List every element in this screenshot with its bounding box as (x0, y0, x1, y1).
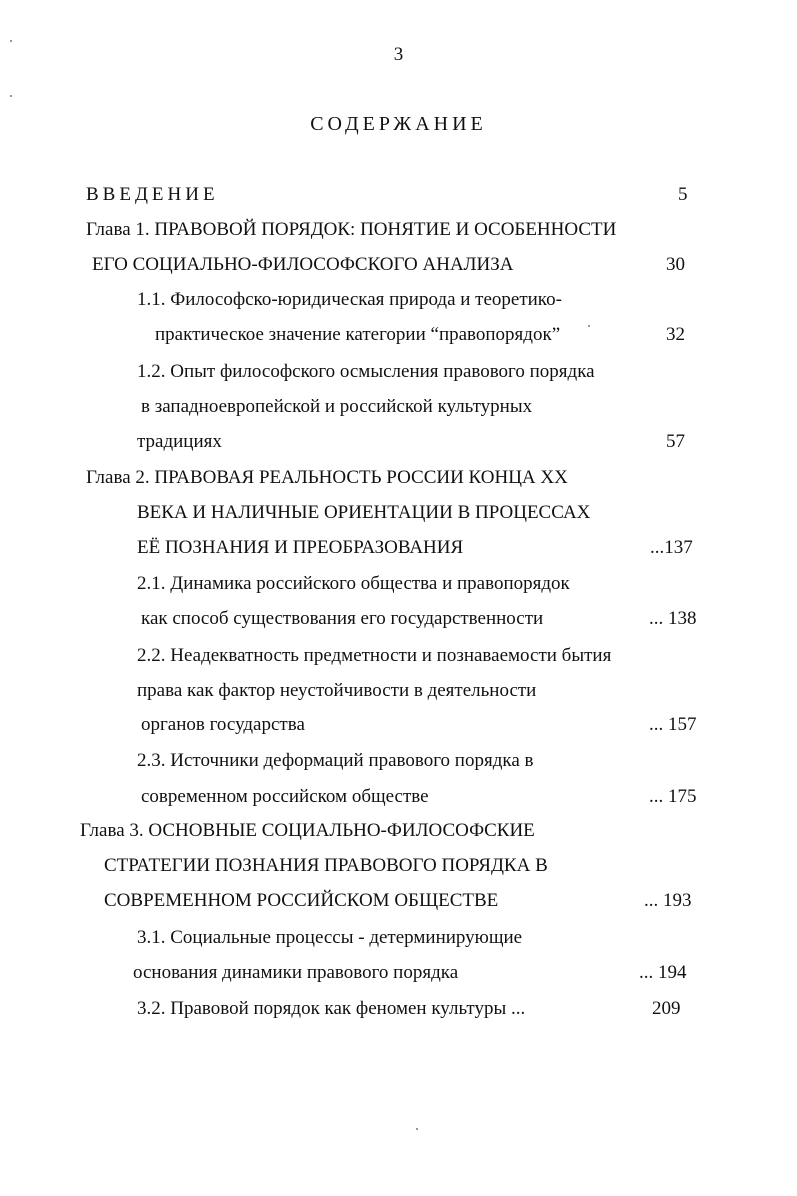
toc-chapter-2-page: ...137 (650, 537, 693, 558)
toc-section-2-2-line-3: органов государства (141, 714, 305, 735)
toc-intro-page: 5 (678, 184, 688, 205)
toc-chapter-2-line-1: Глава 2. ПРАВОВАЯ РЕАЛЬНОСТЬ РОССИИ КОНЦА XX (86, 467, 568, 488)
toc-chapter-2-line-2: ВЕКА И НАЛИЧНЫЕ ОРИЕНТАЦИИ В ПРОЦЕССАХ (137, 502, 591, 523)
toc-section-2-2-line-1: 2.2. Неадекватность предметности и познаваемости бытия (137, 645, 612, 666)
scan-speck (10, 40, 12, 42)
toc-section-1-1-line-2: практическое значение категории “правопорядок” (155, 324, 561, 345)
toc-intro-label: ВВЕДЕНИЕ (86, 184, 219, 205)
toc-section-2-3-line-1: 2.3. Источники деформаций правового порядка в (137, 750, 534, 771)
toc-section-3-2-page: 209 (652, 998, 681, 1019)
toc-chapter-3-line-1: Глава 3. ОСНОВНЫЕ СОЦИАЛЬНО-ФИЛОСОФСКИЕ (80, 820, 535, 841)
toc-section-2-3-line-2: современном российском обществе (141, 786, 429, 807)
toc-section-1-2-line-1: 1.2. Опыт философского осмысления правового порядка (137, 361, 595, 382)
toc-section-1-1-page: 32 (666, 324, 685, 345)
page-number: 3 (393, 44, 404, 65)
toc-chapter-1-line-2: ЕГО СОЦИАЛЬНО-ФИЛОСОФСКОГО АНАЛИЗА (92, 254, 514, 275)
toc-section-2-3-page: ... 175 (649, 786, 697, 807)
toc-section-1-2-line-3: традициях (137, 431, 222, 452)
toc-chapter-3-page: ... 193 (644, 890, 692, 911)
toc-section-1-1-line-1: 1.1. Философско-юридическая природа и теоретико- (137, 289, 562, 310)
toc-section-3-1-line-2: основания динамики правового порядка (133, 962, 459, 983)
toc-chapter-3-line-3: СОВРЕМЕННОМ РОССИЙСКОМ ОБЩЕСТВЕ (104, 890, 499, 911)
toc-section-1-2-line-2: в западноевропейской и российской культурных (141, 396, 533, 417)
toc-section-3-1-line-1: 3.1. Социальные процессы - детерминирующие (137, 927, 523, 948)
toc-chapter-1-line-1: Глава 1. ПРАВОВОЙ ПОРЯДОК: ПОНЯТИЕ И ОСОБЕННОСТИ (86, 219, 617, 240)
toc-section-2-2-line-2: права как фактор неустойчивости в деятельности (137, 680, 537, 701)
toc-chapter-3-line-2: СТРАТЕГИИ ПОЗНАНИЯ ПРАВОВОГО ПОРЯДКА В (104, 855, 548, 876)
toc-section-3-1-page: ... 194 (639, 962, 687, 983)
page-title: СОДЕРЖАНИЕ (310, 113, 487, 135)
toc-section-1-2-page: 57 (666, 431, 685, 452)
toc-section-2-1-line-1: 2.1. Динамика российского общества и правопорядок (137, 573, 570, 594)
toc-chapter-2-line-3: ЕЁ ПОЗНАНИЯ И ПРЕОБРАЗОВАНИЯ (137, 537, 464, 558)
scan-speck (588, 325, 590, 327)
toc-section-2-1-line-2: как способ существования его государственности (141, 608, 544, 629)
toc-section-2-2-page: ... 157 (649, 714, 697, 735)
toc-chapter-1-page: 30 (666, 254, 685, 275)
toc-section-3-2-line-1: 3.2. Правовой порядок как феномен культуры ... (137, 998, 526, 1019)
scan-speck (416, 1128, 418, 1130)
scan-speck (10, 95, 12, 97)
toc-section-2-1-page: ... 138 (649, 608, 697, 629)
